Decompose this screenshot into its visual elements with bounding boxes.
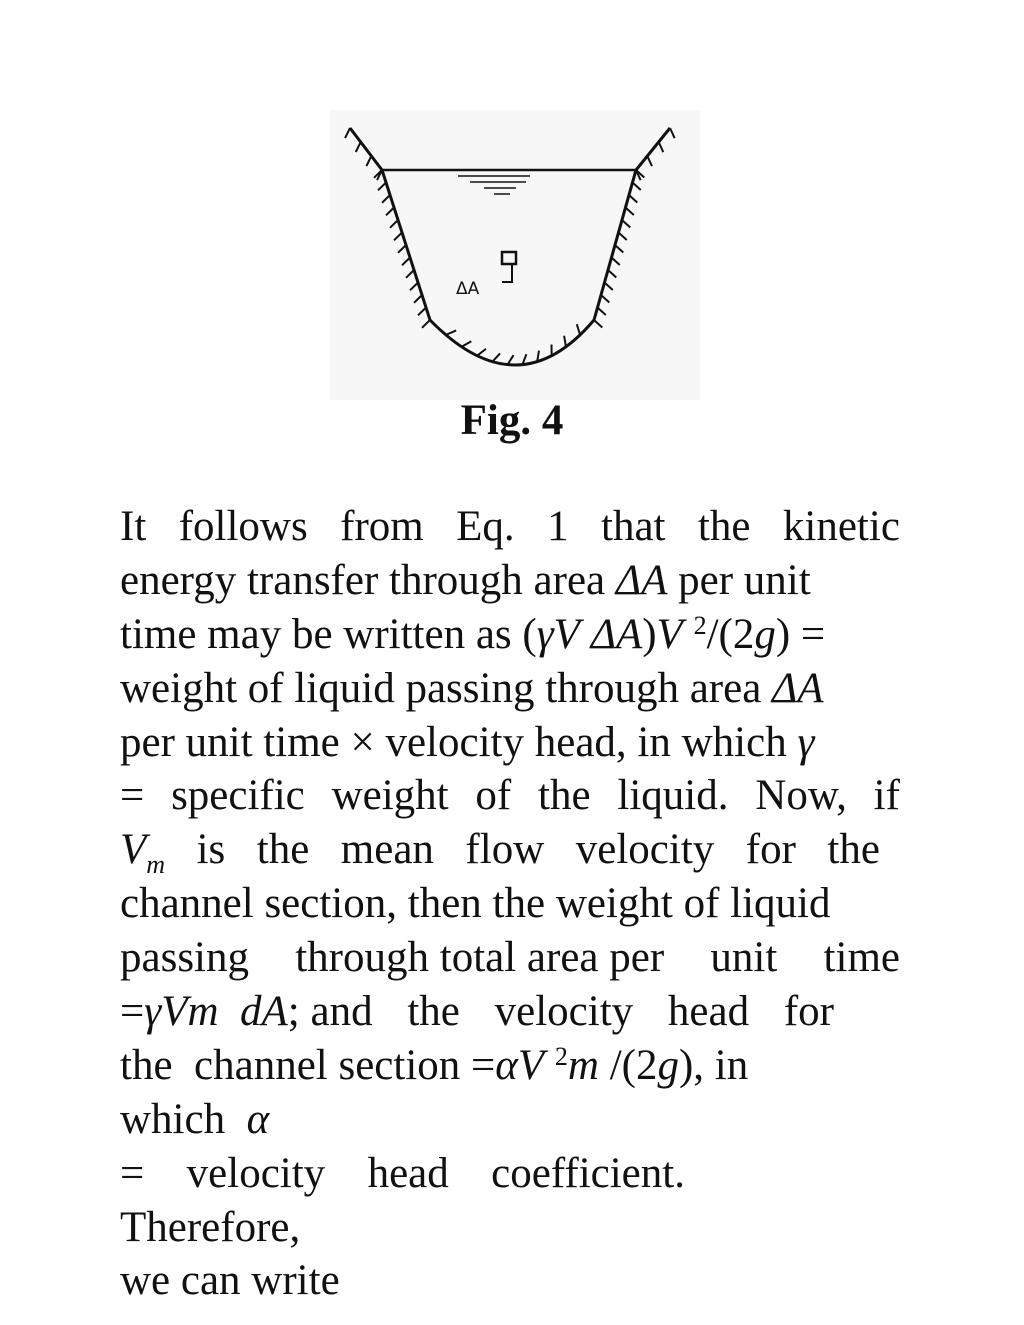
word: 1 [547,503,569,550]
math-m: m [567,1041,599,1089]
word: mean [340,826,434,874]
word: Eq. [456,503,515,550]
math-alpha-v: αV [495,1041,545,1089]
word: flow [465,826,545,874]
text-run: weight of liquid passing through area [120,664,773,712]
superscript: 2 [693,610,707,640]
text-run: ), in [678,1041,749,1089]
math-delta-a: ΔA [772,664,824,712]
math-gamma: γ [797,718,815,766]
word: velocity [494,988,634,1036]
word: velocity [575,826,715,874]
text-run: ) [642,610,657,658]
channel-diagram [330,110,700,400]
word: the [407,988,460,1036]
math-expression: γVm dA [144,988,288,1036]
text-run: which [120,1095,247,1143]
text-run: the channel section = [120,1041,496,1089]
line-7 [120,823,880,880]
word: It [120,503,147,550]
text-run: ) = [775,610,826,658]
line-15: we can write [120,1257,340,1305]
line-6 [120,769,900,823]
math-g: g [754,610,776,658]
text-run: time may be written as ( [120,610,537,658]
channel-cross-section-figure [330,110,700,400]
word: is [196,826,226,874]
subscript: m [146,850,166,880]
text-run: /(2 [706,610,755,658]
word: the [827,826,880,874]
math-g: g [657,1041,679,1089]
word: the [538,772,591,820]
word: specific [171,772,305,820]
line-2 [120,554,900,608]
word: time [823,934,900,982]
word: through total area per [295,934,665,982]
word: passing [120,934,249,982]
word: kinetic [782,503,900,550]
word: head [367,1149,449,1197]
math-delta-a: ΔA [615,556,668,604]
word: follows [178,503,308,550]
word: coefficient. [491,1149,685,1197]
text-run: ; and [287,988,373,1036]
text-run: energy transfer through area [120,556,616,604]
line-9 [120,931,900,985]
line-10 [120,985,834,1039]
word: weight [331,772,449,820]
word: = [120,1149,145,1197]
word: the [697,503,751,550]
line-8: channel section, then the weight of liquid [120,880,831,928]
line-14: Therefore, [120,1203,301,1251]
math-alpha: α [246,1095,270,1143]
word: = [120,772,145,820]
word: velocity [186,1149,326,1197]
paragraph [120,500,900,1308]
line-3 [120,608,900,662]
superscript: 2 [554,1041,568,1071]
word: of [475,772,512,820]
line-11 [120,1039,900,1093]
word: liquid. [617,772,729,820]
line-13 [120,1147,685,1201]
text-run [580,611,591,658]
word: head [667,988,750,1036]
word: from [340,503,424,550]
math-v: V [120,826,147,874]
word: Now, [755,772,847,820]
text-run: /(2 [598,1041,658,1089]
math-flow-weight [120,985,373,1039]
line-1 [120,500,900,554]
word: for [783,988,834,1036]
line-5 [120,716,900,770]
word: if [873,772,900,820]
delta-a-label: ΔA [456,279,480,299]
text-run: per unit time × velocity head, in which [120,718,798,766]
word: unit [710,934,778,982]
line-12 [120,1093,900,1147]
math-gamma-v: γV [536,610,580,658]
text-run: = [120,988,145,1036]
text-run: per unit [667,556,811,604]
line-4 [120,662,900,716]
word: for [745,826,796,874]
figure-caption: Fig. 4 [460,397,564,444]
math-v: V [656,610,683,658]
math-v-m [120,823,166,880]
math-delta-a: ΔA [590,610,643,658]
word: that [601,503,666,550]
word: the [256,826,310,874]
